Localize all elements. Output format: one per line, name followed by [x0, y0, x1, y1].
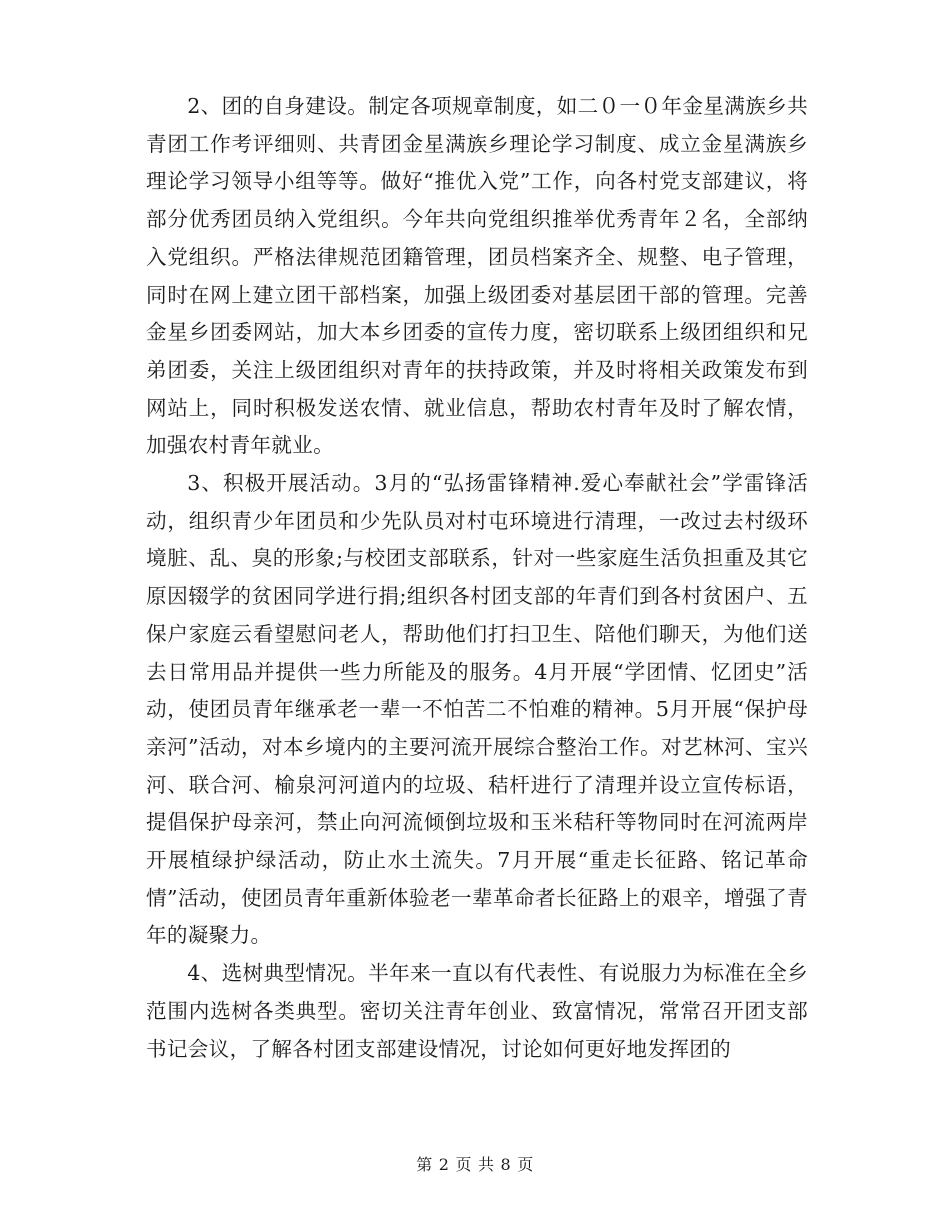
page-footer	[0, 1152, 950, 1175]
paragraph-self-building: 2、团的自身建设。制定各项规章制度，如二０一０年金星满族乡共青团工作考评细则、共青团金星满族乡理论学习制度、成立金星满族乡理论学习领导小组等等。做好“推优入党”工作，向各村党支部建议，将部分优秀团员纳入党组织。今年共向党组织推举优秀青年２名，全部纳入党组织。严格法律规范团籍管理，团员档案齐全、规整、电子管理，同时在网上建立团干部档案，加强上级团委对基层团干部的管理。完善金星乡团委网站，加大本乡团委的宣传力度，密切联系上级团组织和兄弟团委，关注上级团组织对青年的扶持政策，并及时将相关政策发布到网站上，同时积极发送农情、就业信息，帮助农村青年及时了解农情，加强农村青年就业。	[146, 94, 808, 458]
footer-label-di: 第	[416, 1155, 433, 1174]
document-body	[146, 88, 808, 1068]
footer-current-page: 2	[438, 1155, 450, 1174]
footer-label-ye: 页	[455, 1155, 472, 1174]
paragraph-role-models: 4、选树典型情况。半年来一直以有代表性、有说服力为标准在全乡范围内选树各类典型。密切关注青年创业、致富情况，常常召开团支部书记会议，了解各村团支部建设情况，讨论如何更好地发挥团的	[146, 961, 808, 1061]
footer-total-pages: 8	[500, 1155, 512, 1174]
footer-label-gong: 共	[478, 1155, 495, 1174]
paragraph-activities: 3、积极开展活动。3月的“弘扬雷锋精神.爱心奉献社会”学雷锋活动，组织青少年团员和少先队员对村屯环境进行清理，一改过去村级环境脏、乱、臭的形象;与校团支部联系，针对一些家庭生活负担重及其它原因辍学的贫困同学进行捐;组织各村团支部的年青们到各村贫困户、五保户家庭云看望慰问老人，帮助他们打扫卫生、陪他们聊天，为他们送去日常用品并提供一些力所能及的服务。4月开展“学团情、忆团史”活动，使团员青年继承老一辈一不怕苦二不怕难的精神。5月开展“保护母亲河”活动，对本乡境内的主要河流开展综合整治工作。对艺林河、宝兴河、联合河、榆泉河河道内的垃圾、秸杆进行了清理并设立宣传标语，提倡保护母亲河，禁止向河流倾倒垃圾和玉米秸秆等物同时在河流两岸开展植绿护绿活动，防止水土流失。7月开展“重走长征路、铭记革命情”活动，使团员青年重新体验老一辈革命者长征路上的艰辛，增强了青年的凝聚力。	[146, 471, 808, 948]
footer-label-ye-2: 页	[517, 1155, 534, 1174]
